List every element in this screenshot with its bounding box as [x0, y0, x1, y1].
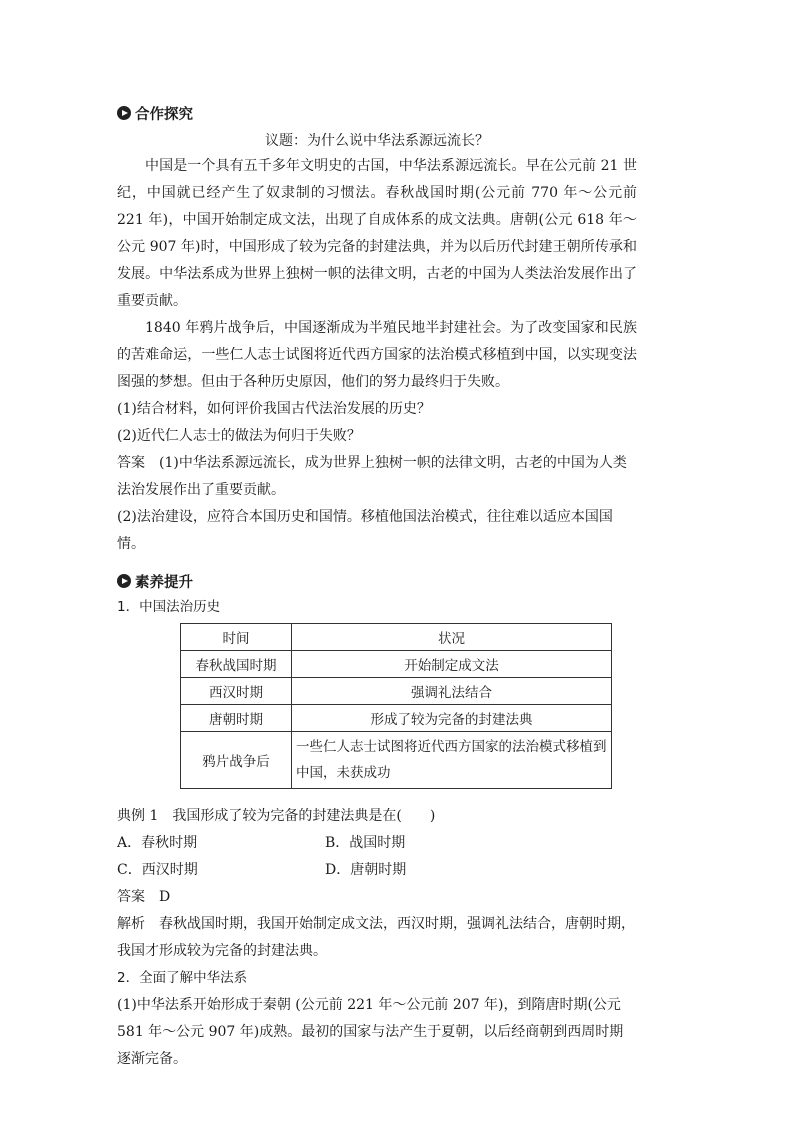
answer-label: 答案 — [117, 889, 145, 905]
table-cell: 春秋战国时期 — [181, 651, 292, 678]
item-2-text: (1)中华法系开始形成于秦朝 (公元前 221 年～公元前 207 年)，到隋唐时期(公元 581 年～公元 907 年)成熟。最初的国家与法产生于夏朝，以后经商朝到西周时期逐渐完备。 — [117, 997, 624, 1067]
answer-1 — [117, 450, 637, 504]
table-cell: 鸦片战争后 — [181, 732, 292, 789]
option-b: B．战国时期 — [325, 835, 406, 851]
table-row — [181, 651, 612, 678]
item-2-title: 2．全面了解中华法系 — [117, 970, 248, 986]
table-row — [181, 705, 612, 732]
answer-2: (2)法治建设，应符合本国历史和国情。移植他国法治模式，往往难以适应本国国情。 — [117, 509, 613, 552]
material-paragraph-1: 中国是一个具有五千多年文明史的古国，中华法系源远流长。早在公元前 21 世纪，中国就已经产生了奴隶制的习惯法。春秋战国时期(公元前 770 年～公元前 221 年)，中国开始制定成文法，出现了自成体系的成文法典。唐朝(公元 618 年～公元 907 年)时，中国形成了较为完备的封建法典，并为以后历代封建王朝所传承和发展。中华法系成为世界上独树一帜的法律文明，古老的中国为人类法治发展作出了重要贡献。 — [117, 158, 637, 309]
material-paragraph-2: 1840 年鸦片战争后，中国逐渐成为半殖民地半封建社会。为了改变国家和民族的苦难命运，一些仁人志士试图将近代西方国家的法治模式移植到中国，以实现变法图强的梦想。但由于各种历史原因，他们的努力最终归于失败。 — [117, 320, 637, 390]
table-header-cell: 时间 — [181, 624, 292, 651]
section-title: 素养提升 — [135, 574, 193, 591]
analysis-text: 春秋战国时期，我国开始制定成文法，西汉时期，强调礼法结合，唐朝时期，我国才形成较为完备的封建法典。 — [117, 916, 635, 959]
play-bullet-icon — [117, 106, 131, 120]
table-cell: 强调礼法结合 — [292, 678, 612, 705]
section-title: 合作探究 — [135, 106, 193, 123]
example-question-text: 我国形成了较为完备的封建法典是在( ) — [172, 808, 436, 824]
example-analysis — [117, 911, 637, 965]
table-header-cell: 状况 — [292, 624, 612, 651]
example-label: 典例 1 — [117, 808, 159, 824]
table-cell: 西汉时期 — [181, 678, 292, 705]
table-row — [181, 732, 612, 789]
option-c: C．西汉时期 — [117, 862, 198, 878]
play-bullet-icon — [117, 574, 131, 588]
example-question — [117, 803, 637, 830]
history-table — [180, 623, 612, 789]
table-header-row — [181, 624, 612, 651]
table-cell: 唐朝时期 — [181, 705, 292, 732]
item-1-title: 1．中国法治历史 — [117, 599, 221, 615]
options-grid — [117, 830, 637, 884]
answer-label: 答案 — [117, 455, 145, 471]
table-cell: 形成了较为完备的封建法典 — [292, 705, 612, 732]
table-cell: 开始制定成文法 — [292, 651, 612, 678]
question-1: (1)结合材料，如何评价我国古代法治发展的历史？ — [117, 401, 431, 417]
answer-1-text: (1)中华法系源远流长，成为世界上独树一帜的法律文明，古老的中国为人类法治发展作出了重要贡献。 — [117, 455, 627, 498]
table-row — [181, 678, 612, 705]
section-heading-literacy — [117, 568, 637, 594]
example-answer — [117, 884, 637, 911]
option-d: D．唐朝时期 — [325, 862, 407, 878]
topic-line: 议题：为什么说中华法系源远流长？ — [265, 133, 489, 149]
example-answer-value: D — [159, 889, 171, 905]
question-2: (2)近代仁人志士的做法为何归于失败？ — [117, 428, 361, 444]
analysis-label: 解析 — [117, 916, 145, 932]
section-heading-cooperation — [117, 100, 637, 126]
option-a: A．春秋时期 — [117, 835, 198, 851]
document-page — [117, 100, 637, 1073]
table-cell: 一些仁人志士试图将近代西方国家的法治模式移植到中国，未获成功 — [292, 732, 612, 789]
